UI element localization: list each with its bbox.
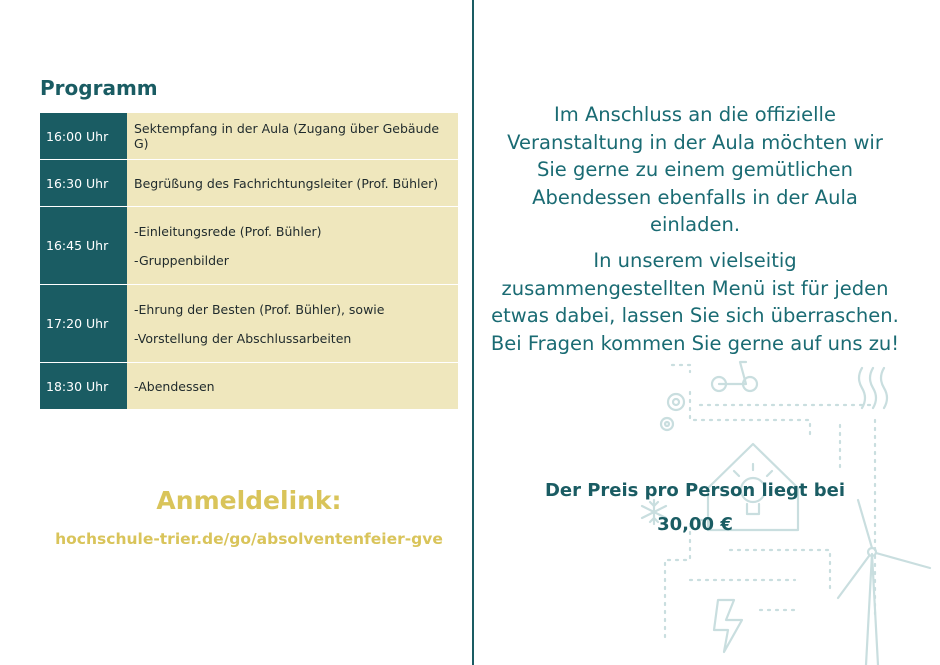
schedule-time: 16:45 Uhr bbox=[40, 207, 127, 285]
schedule-row bbox=[40, 160, 458, 207]
schedule-description bbox=[127, 113, 458, 160]
price-value: 30,00 € bbox=[657, 514, 733, 535]
schedule-time: 16:00 Uhr bbox=[40, 113, 127, 160]
heat-waves-icon bbox=[859, 368, 887, 408]
schedule-description bbox=[127, 363, 458, 410]
invitation-paragraph: In unserem vielseitig zusammengestellten Menü ist für jeden etwas dabei, lassen Sie sich überraschen. Bei Fragen kommen Sie gerne auf uns zu! bbox=[490, 249, 900, 355]
schedule-item: Begrüßung des Fachrichtungsleiter (Prof. Bühler) bbox=[134, 175, 439, 191]
registration-link[interactable]: hochschule-trier.de/go/absolventenfeier-gve bbox=[55, 530, 443, 548]
schedule-item: -Ehrung der Besten (Prof. Bühler), sowie bbox=[134, 301, 385, 317]
schedule-time: 18:30 Uhr bbox=[40, 363, 127, 410]
invitation-paragraph: Im Anschluss an die offizielle Veranstaltung in der Aula möchten wir Sie gerne zu einem gemütlichen Abendessen ebenfalls in der Aula einladen. bbox=[507, 103, 883, 236]
program-heading: Programm bbox=[40, 76, 158, 100]
schedule-item: Sektempfang in der Aula (Zugang über Gebäude G) bbox=[134, 121, 440, 151]
gears-icon bbox=[661, 394, 684, 430]
schedule-row bbox=[40, 113, 458, 160]
registration-title: Anmeldelink: bbox=[156, 486, 342, 515]
schedule-item: -Einleitungsrede (Prof. Bühler) bbox=[134, 223, 322, 239]
schedule-row bbox=[40, 363, 458, 410]
schedule-description bbox=[127, 160, 458, 207]
price-label: Der Preis pro Person liegt bei bbox=[544, 480, 846, 501]
schedule-item: -Gruppenbilder bbox=[134, 252, 229, 268]
schedule-time: 16:30 Uhr bbox=[40, 160, 127, 207]
schedule-description bbox=[127, 207, 458, 285]
schedule-row bbox=[40, 207, 458, 285]
schedule-row bbox=[40, 285, 458, 363]
schedule-description bbox=[127, 285, 458, 363]
scooter-icon bbox=[712, 362, 757, 391]
schedule-item: -Vorstellung der Abschlussarbeiten bbox=[134, 330, 352, 346]
schedule-item: -Abendessen bbox=[134, 378, 215, 394]
schedule-time: 17:20 Uhr bbox=[40, 285, 127, 363]
lightning-icon bbox=[714, 600, 742, 652]
program-schedule-table bbox=[40, 113, 458, 410]
